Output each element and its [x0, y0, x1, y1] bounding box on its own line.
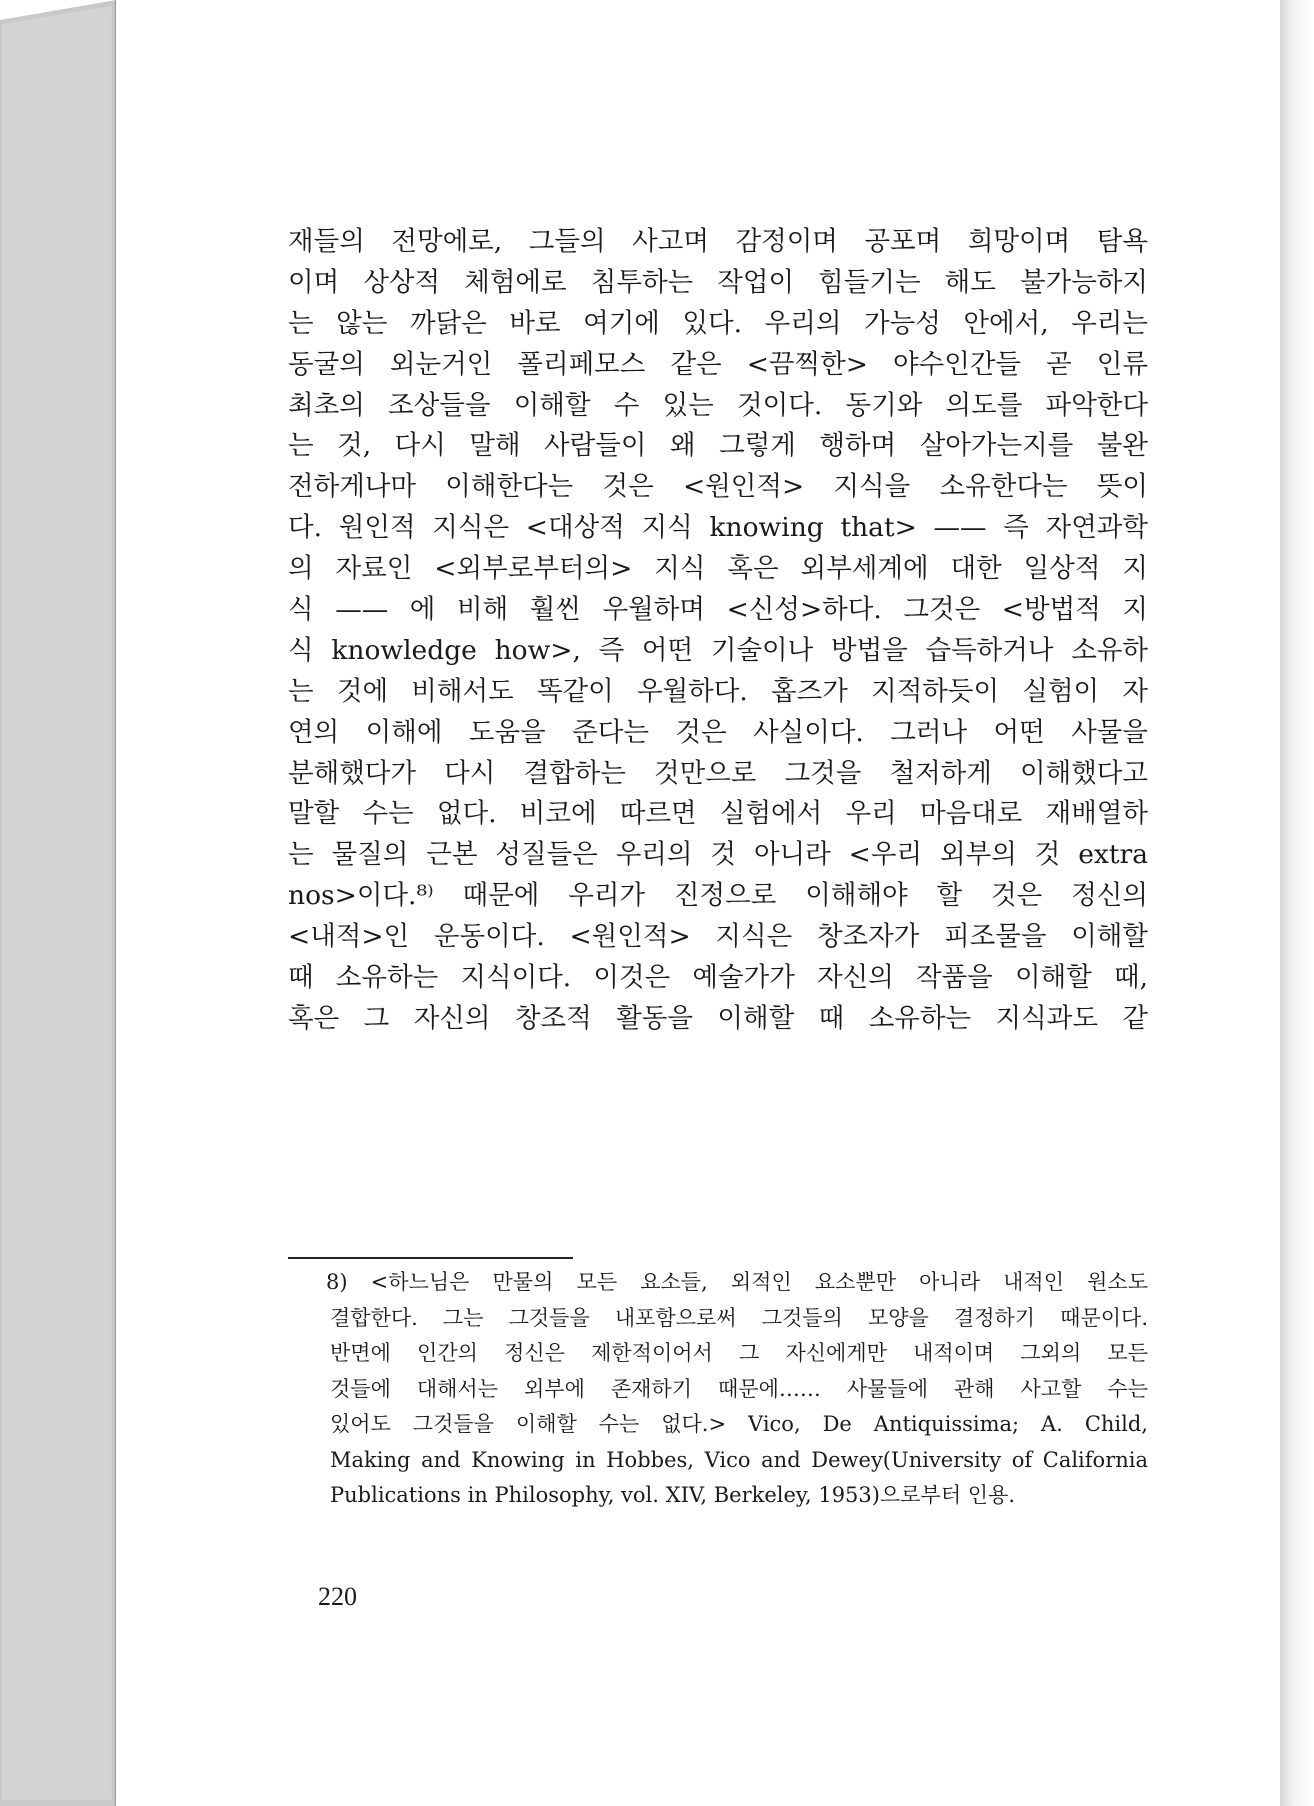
page-edge — [1280, 0, 1314, 1806]
body-line: 는 것, 다시 말해 사람들이 왜 그렇게 행하며 살아가는지를 불완 — [288, 430, 1148, 462]
body-line: 의 자료인 <외부로부터의> 지식 혹은 외부세계에 대한 일상적 지 — [288, 553, 1148, 585]
body-line: nos>이다.⁸⁾ 때문에 우리가 진정으로 이해해야 할 것은 정신의 — [288, 880, 1148, 912]
page-number: 220 — [318, 1582, 357, 1611]
body-line: 최초의 조상들을 이해할 수 있는 것이다. 동기와 의도를 파악한다 — [288, 389, 1148, 421]
footnote-separator — [288, 1257, 573, 1259]
body-line: 때 소유하는 지식이다. 이것은 예술가가 자신의 작품을 이해할 때, — [288, 962, 1148, 994]
body-line: 이며 상상적 체험에로 침투하는 작업이 힘들기는 해도 불가능하지 — [288, 266, 1148, 298]
footnote-line: 있어도 그것들을 이해할 수는 없다.> Vico, De Antiquissima; A. Child, — [330, 1412, 1148, 1436]
body-line: 다. 원인적 지식은 <대상적 지식 knowing that> —— 즉 자연과학 — [288, 512, 1148, 544]
body-line: 식 knowledge how>, 즉 어떤 기술이나 방법을 습득하거나 소유하 — [288, 634, 1148, 666]
footnote-line: Publications in Philosophy, vol. XIV, Berkeley, 1953)으로부터 인용. — [330, 1483, 1016, 1507]
footnote-line: 결합한다. 그는 그것들을 내포함으로써 그것들의 모양을 결정하기 때문이다. — [330, 1305, 1148, 1330]
body-line: 혹은 그 자신의 창조적 활동을 이해할 때 소유하는 지식과도 같 — [288, 1002, 1148, 1034]
body-line: <내적>인 운동이다. <원인적> 지식은 창조자가 피조물을 이해할 — [288, 921, 1148, 953]
body-line: 식 —— 에 비해 훨씬 우월하며 <신성>하다. 그것은 <방법적 지 — [288, 594, 1148, 626]
footnote-line: 것들에 대해서는 외부에 존재하기 때문에…… 사물들에 관해 사고할 수는 — [330, 1376, 1148, 1401]
body-line: 재들의 전망에로, 그들의 사고며 감정이며 공포며 희망이며 탐욕 — [288, 226, 1148, 257]
footnote-line: Making and Knowing in Hobbes, Vico and Dewey(University of California — [330, 1447, 1148, 1472]
body-line: 연의 이해에 도움을 준다는 것은 사실이다. 그러나 어떤 사물을 — [288, 716, 1148, 748]
footnote — [326, 1265, 1148, 1514]
body-line: 동굴의 외눈거인 폴리페모스 같은 <끔찍한> 야수인간들 곧 인류 — [288, 348, 1148, 380]
body-line: 말할 수는 없다. 비코에 따르면 실험에서 우리 마음대로 재배열하 — [288, 798, 1148, 830]
footnote-line: 반면에 인간의 정신은 제한적이어서 그 자신에게만 내적이며 그외의 모든 — [330, 1341, 1148, 1365]
body-line: 는 물질의 근본 성질들은 우리의 것 아니라 <우리 외부의 것 extra — [288, 839, 1148, 871]
body-line: 는 않는 까닭은 바로 여기에 있다. 우리의 가능성 안에서, 우리는 — [288, 307, 1148, 339]
body-line: 전하게나마 이해한다는 것은 <원인적> 지식을 소유한다는 뜻이 — [288, 471, 1148, 503]
body-text — [288, 222, 1148, 1040]
body-line: 는 것에 비해서도 똑같이 우월하다. 홉즈가 지적하듯이 실험이 자 — [288, 675, 1148, 707]
body-line: 분해했다가 다시 결합하는 것만으로 그것을 철저하게 이해했다고 — [288, 757, 1148, 789]
footnote-line: 8) <하느님은 만물의 모든 요소들, 외적인 요소뿐만 아니라 내적인 원소도 — [326, 1270, 1148, 1294]
